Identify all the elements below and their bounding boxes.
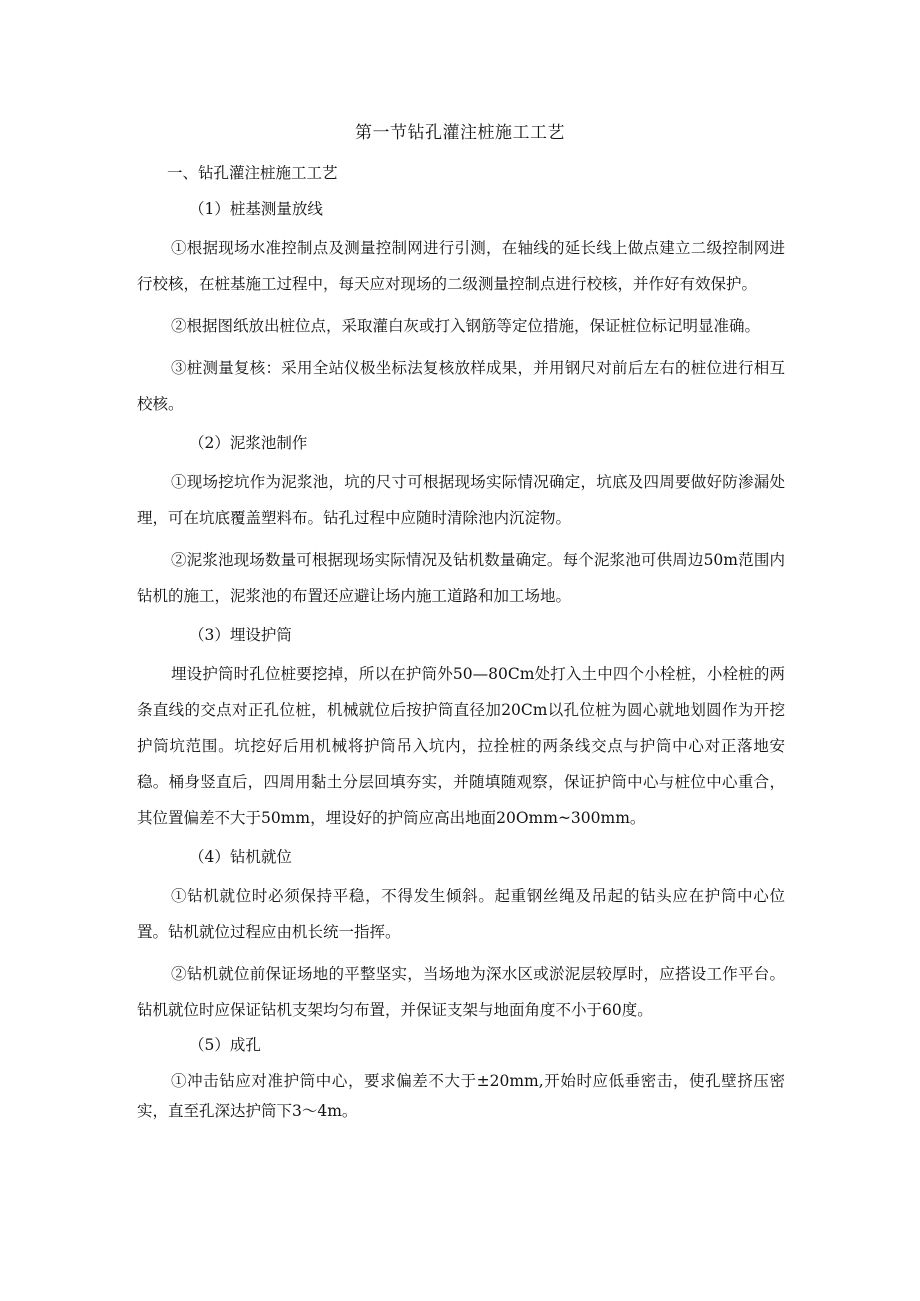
paragraph: ②泥浆池现场数量可根据现场实际情况及钻机数量确定。每个泥浆池可供周边50m范围内钻机的施工，泥浆池的布置还应避让场内施工道路和加工场地。 [137, 551, 785, 605]
subsection-heading-5: （5）成孔 [189, 1036, 261, 1054]
subsection-heading-1: （1）桩基测量放线 [189, 200, 323, 218]
document-body [137, 152, 785, 1126]
paragraph: ②钻机就位前保证场地的平整坚实，当场地为深水区或淤泥层较厚时，应搭设工作平台。钻机就位时应保证钻机支架均匀布置，并保证支架与地面角度不小于60度。 [137, 965, 785, 1019]
subsection-heading-4: （4）钻机就位 [189, 848, 292, 866]
paragraph: ①冲击钻应对准护筒中心，要求偏差不大于±20mm,开始时应低垂密击，使孔壁挤压密实，直至孔深达护筒下3～4m。 [137, 1072, 785, 1120]
subsection-heading-3: （3）埋设护筒 [189, 626, 292, 644]
page-title: 第一节钻孔灌注桩施工工艺 [355, 123, 565, 143]
paragraph: ①现场挖坑作为泥浆池，坑的尺寸可根据现场实际情况确定，坑底及四周要做好防渗漏处理，可在坑底覆盖塑料布。钻孔过程中应随时清除池内沉淀物。 [137, 473, 785, 527]
paragraph: ①钻机就位时必须保持平稳，不得发生倾斜。起重钢丝绳及吊起的钻头应在护筒中心位置。钻机就位过程应由机长统一指挥。 [137, 887, 785, 941]
paragraph: ②根据图纸放出桩位点，采取灌白灰或打入钢筋等定位措施，保证桩位标记明显准确。 [171, 317, 761, 335]
section-heading: 一、钻孔灌注桩施工工艺 [167, 164, 338, 182]
paragraph: ①根据现场水准控制点及测量控制网进行引测，在轴线的延长线上做点建立二级控制网进行校核，在桩基施工过程中，每天应对现场的二级测量控制点进行校核，并作好有效保护。 [137, 239, 785, 293]
paragraph: 埋设护筒时孔位桩要挖掉，所以在护筒外50—80Cm处打入土中四个小栓桩，小栓桩的两条直线的交点对正孔位桩，机械就位后按护筒直径加20Cm以孔位桩为圆心就地划圆作为开挖护筒坑范围。坑挖好后用机械将护筒吊入坑内，拉拴桩的两条线交点与护筒中心对正落地安稳。桶身竖直后，四周用黏土分层回填夯实，并随填随观察，保证护筒中心与桩位中心重合，其位置偏差不大于50mm，埋设好的护筒应高出地面20Omm~300mm。 [137, 665, 785, 827]
paragraph: ③桩测量复核：采用全站仪极坐标法复核放样成果，并用钢尺对前后左右的桩位进行相互校核。 [137, 359, 785, 413]
subsection-heading-2: （2）泥浆池制作 [189, 434, 308, 452]
